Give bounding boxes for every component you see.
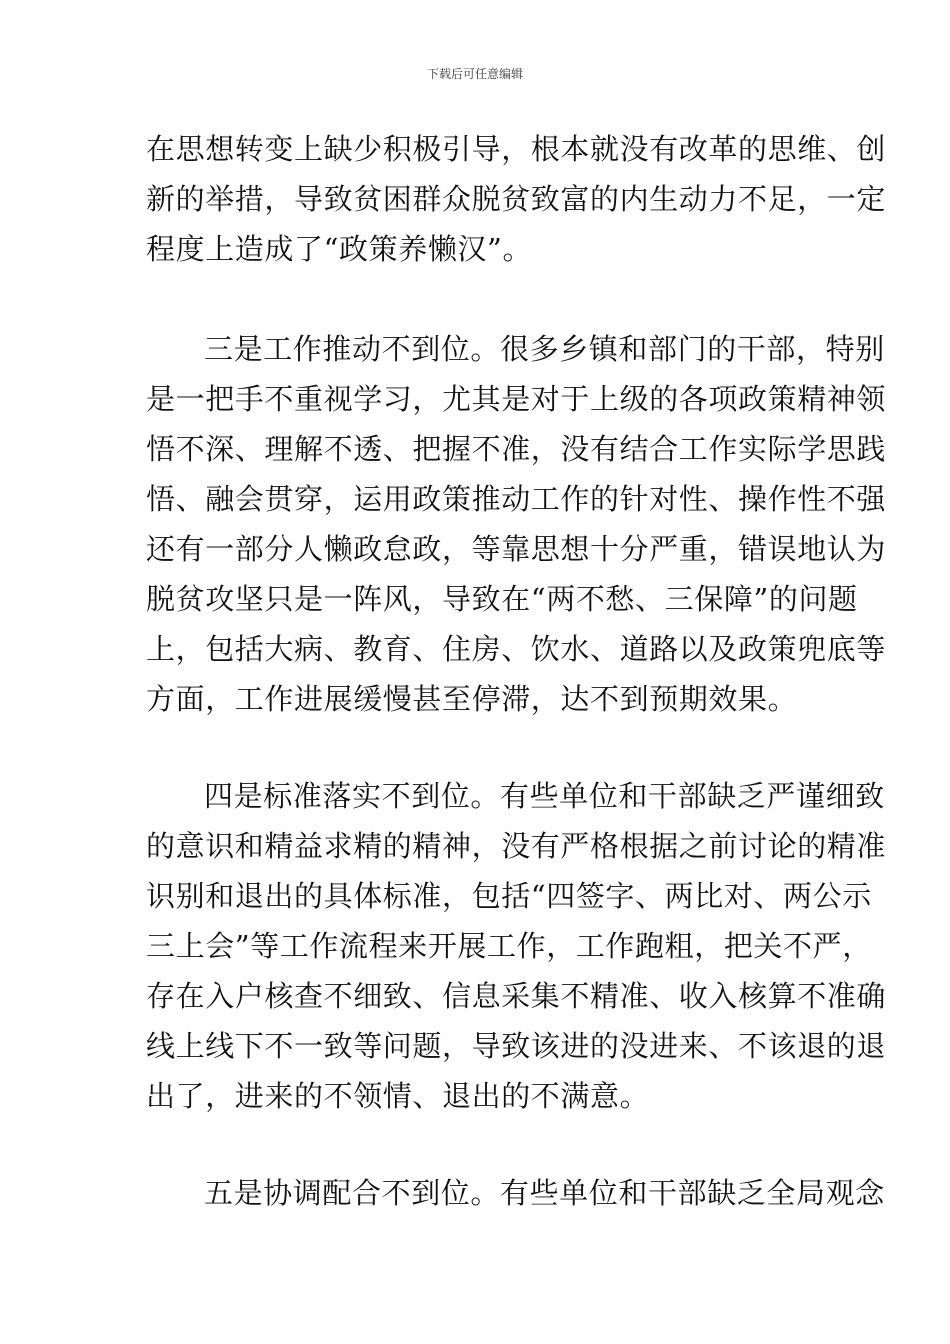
text-line: 的意识和精益求精的精神，没有严格根据之前讨论的精准 bbox=[146, 829, 887, 863]
text-line: 识别和退出的具体标准，包括“四签字、两比对、两公示 bbox=[146, 879, 872, 913]
text-line: 四是标准落实不到位。有些单位和干部缺乏严谨细致 bbox=[204, 779, 885, 813]
text-line: 还有一部分人懒政怠政，等靠思想十分严重，错误地认为 bbox=[146, 532, 887, 566]
text-line: 脱贫攻坚只是一阵风，导致在“两不愁、三保障”的问题 bbox=[146, 582, 858, 616]
text-line: 上，包括大病、教育、住房、饮水、道路以及政策兜底等 bbox=[146, 632, 887, 666]
text-line: 是一把手不重视学习，尤其是对于上级的各项政策精神领 bbox=[146, 382, 887, 416]
text-line: 五是协调配合不到位。有些单位和干部缺乏全局观念 bbox=[204, 1176, 885, 1210]
text-line: 存在入户核查不细致、信息采集不精准、收入核算不准确 bbox=[146, 979, 887, 1013]
text-line: 出了，进来的不领情、退出的不满意。 bbox=[146, 1079, 650, 1113]
text-line: 方面，工作进展缓慢甚至停滞，达不到预期效果。 bbox=[146, 682, 798, 716]
text-line: 三是工作推动不到位。很多乡镇和部门的干部，特别 bbox=[204, 332, 885, 366]
text-line: 线上线下不一致等问题，导致该进的没进来、不该退的退 bbox=[146, 1029, 887, 1063]
text-line: 新的举措，导致贫困群众脱贫致富的内生动力不足，一定 bbox=[146, 182, 887, 216]
text-line: 三上会”等工作流程来开展工作，工作跑粗，把关不严， bbox=[146, 929, 872, 963]
text-line: 程度上造成了“政策养懒汉”。 bbox=[146, 232, 533, 266]
text-line: 悟不深、理解不透、把握不准，没有结合工作实际学思践 bbox=[146, 432, 887, 466]
page-header-note: 下载后可任意编辑 bbox=[426, 67, 523, 81]
text-line: 悟、融会贯穿，运用政策推动工作的针对性、操作性不强 bbox=[146, 482, 887, 516]
text-line: 在思想转变上缺少积极引导，根本就没有改革的思维、创 bbox=[146, 132, 887, 166]
